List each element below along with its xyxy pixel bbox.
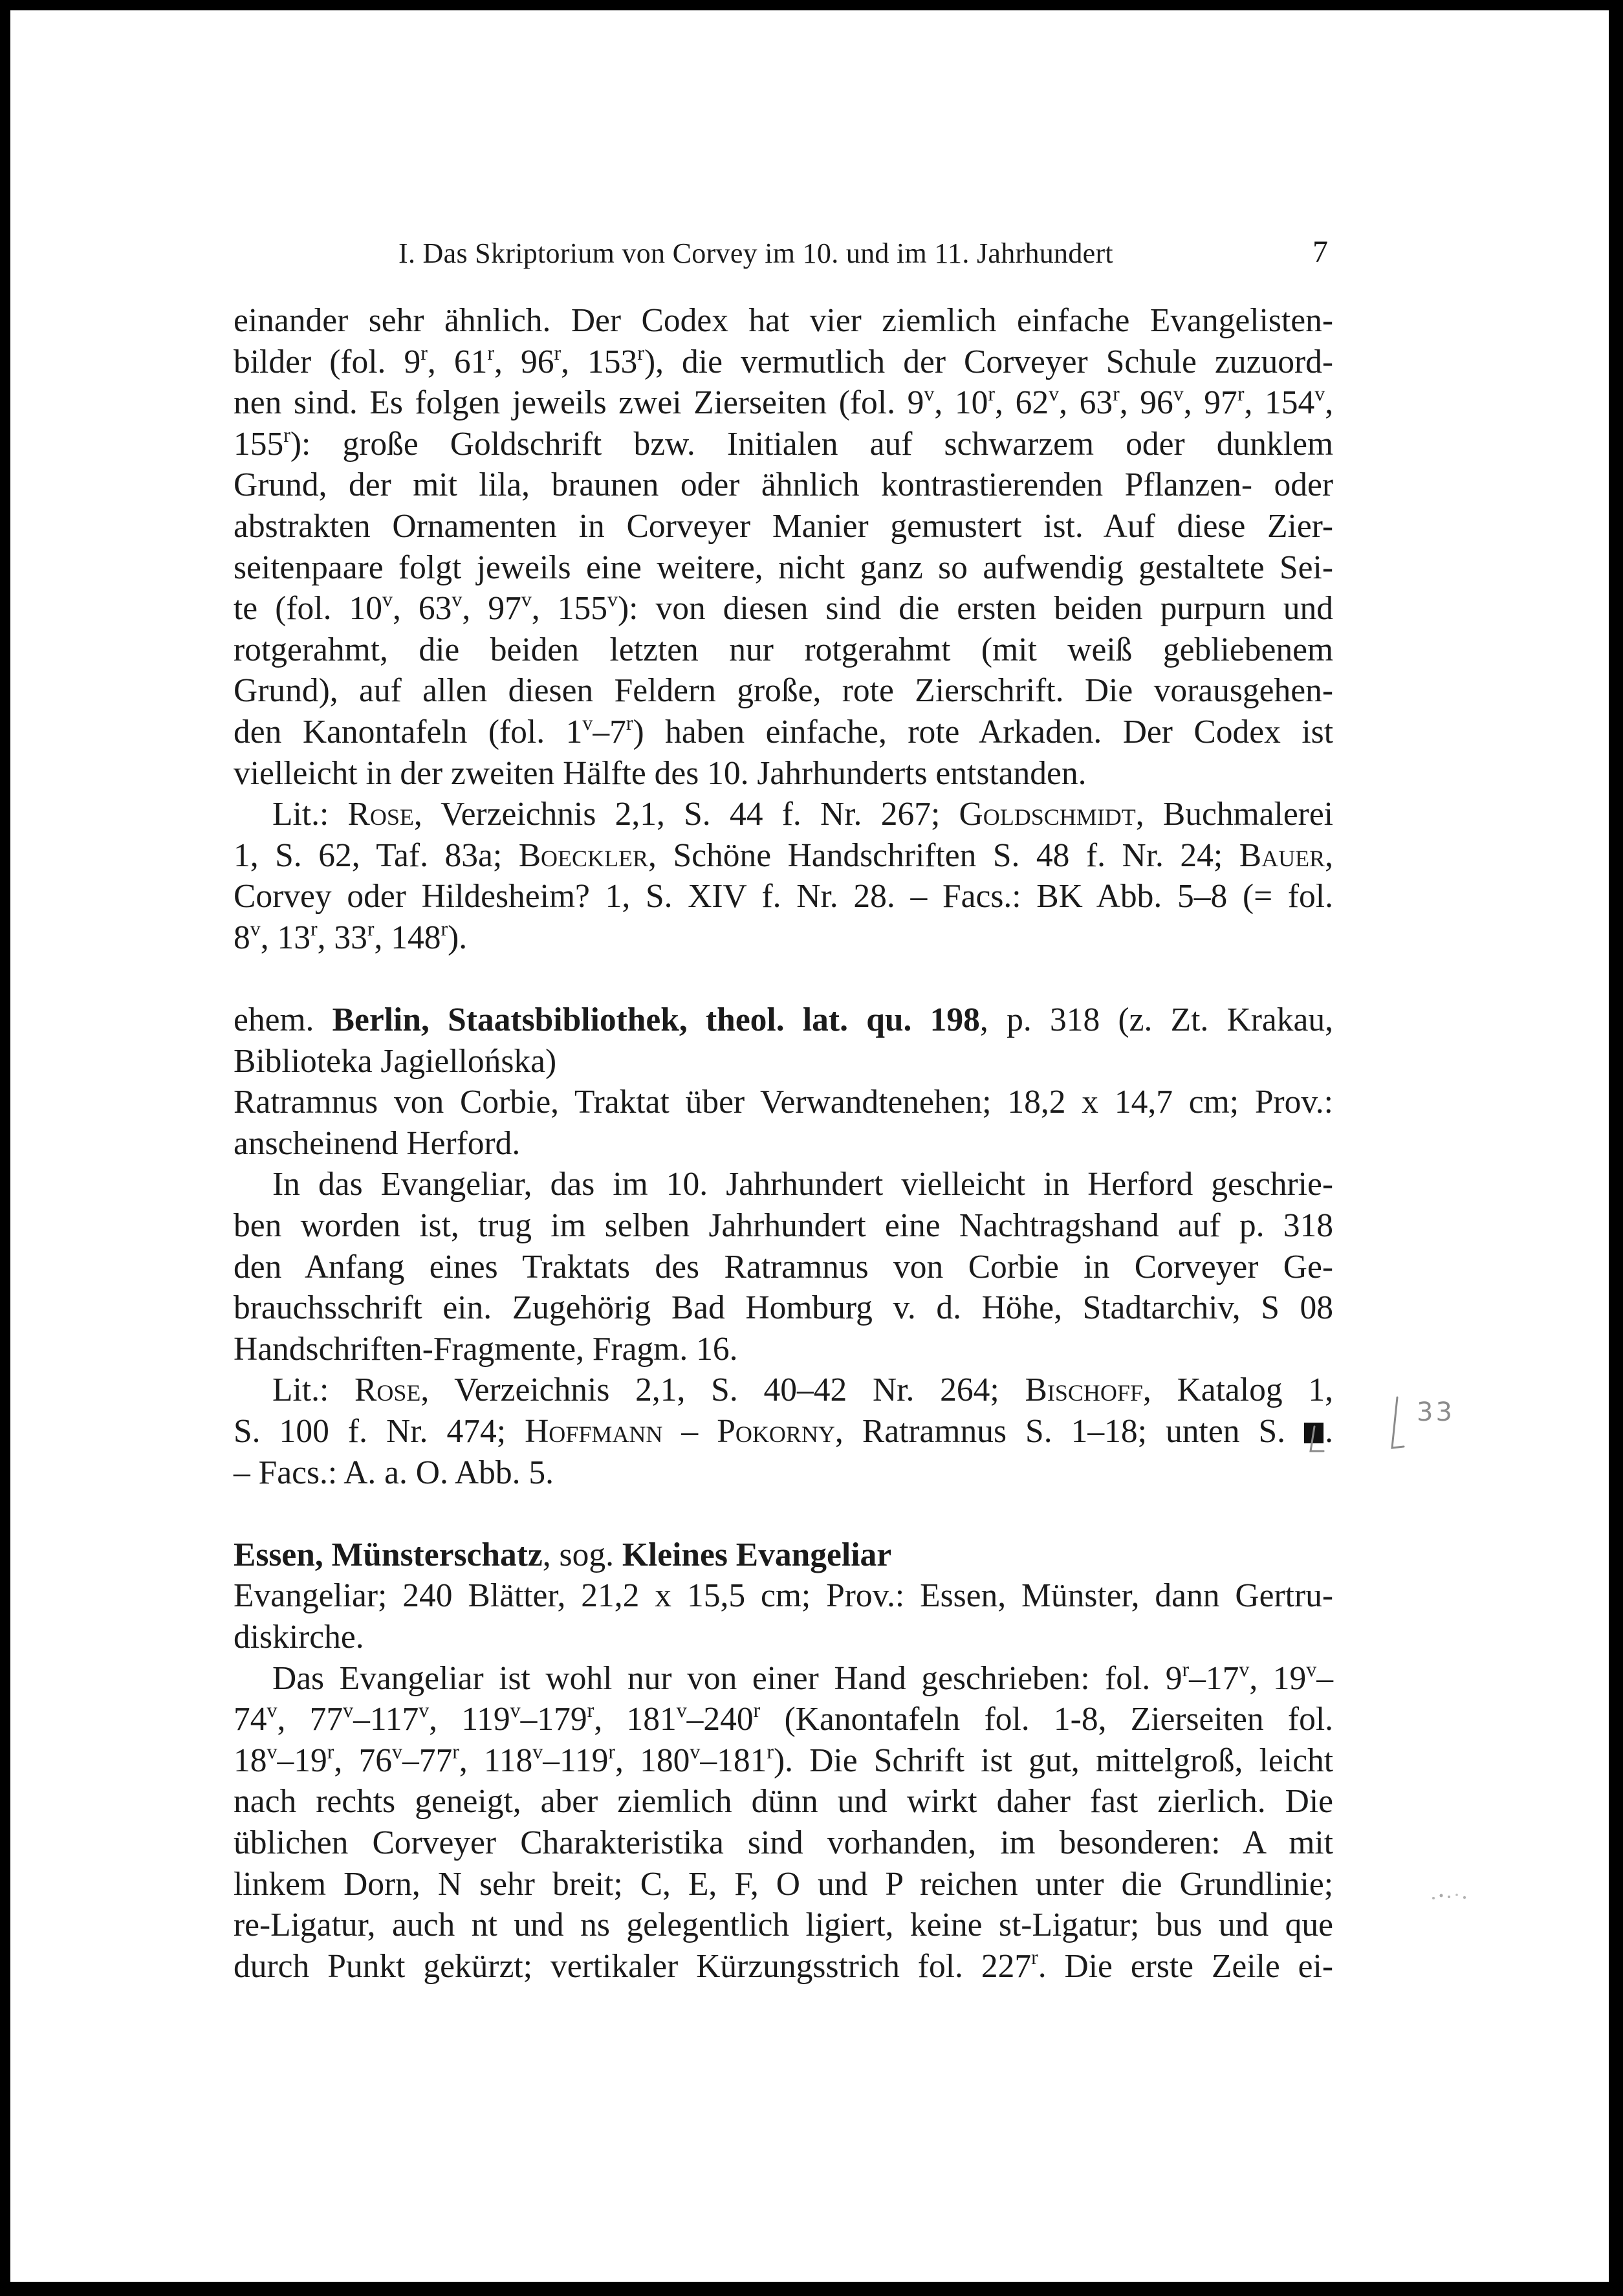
entry-2-literature: – Facs.: A. a. O. Abb. 5. (234, 1454, 554, 1491)
entry-1-literature: 1, S. 62, Taf. 83a; Boeckler, Schöne Handschriften S. 48 f. Nr. 24; Bauer, (234, 836, 1333, 874)
entry-1-line: te (fol. 10$^v$, 63$^v$, 97$^v$, 155$^v$): von diesen sind die ersten beiden purpurn und (234, 588, 1333, 628)
entry-2-description: anscheinend Herford. (234, 1124, 521, 1162)
entry-3-paragraph: 18$^v$–19$^r$, 76$^v$–77$^r$, 118$^v$–119$^r$, 180$^v$–181$^r$). Die Schrift ist gut, mittelgroß, leicht (234, 1740, 1334, 1779)
entry-1-line: 155$^r$): große Goldschrift bzw. Initialen auf schwarzem oder dunklem (234, 424, 1333, 463)
entry-1-line: den Kanontafeln (fol. 1$^v$–7$^r$) haben einfache, rote Arkaden. Der Codex ist (234, 712, 1334, 750)
running-head: I. Das Skriptorium von Corvey im 10. und im 11. Jahrhundert (398, 237, 1113, 269)
entry-3-paragraph: 74$^v$, 77$^v$–117$^v$, 119$^v$–179$^r$, 181$^v$–240$^r$ (Kanontafeln fol. 1-8, Zierseiten fol. (234, 1699, 1334, 1738)
body-text (234, 300, 1333, 1987)
entry-2-paragraph: In das Evangeliar, das im 10. Jahrhundert vielleicht in Herford geschrie- (272, 1166, 1333, 1203)
scan-speck-icon (1427, 1888, 1483, 1906)
entry-2-literature: S. 100 f. Nr. 474; Hoffmann – Pokorny, Ratramnus S. 1–18; unten S. . (234, 1411, 1333, 1452)
entry-2-description: Ratramnus von Corbie, Traktat über Verwandtenehen; 18,2 x 14,7 cm; Prov.: (234, 1084, 1333, 1121)
entry-3-paragraph: re-Ligatur, auch nt und ns gelegentlich ligiert, keine st-Ligatur; bus und que (234, 1907, 1333, 1944)
entry-2-heading: ehem. Berlin, Staatsbibliothek, theol. lat. qu. 198, p. 318 (z. Zt. Krakau, (234, 1001, 1333, 1039)
margin-note: 33 (1417, 1397, 1455, 1427)
entry-1-line: seitenpaare folgt jeweils eine weitere, nicht ganz so aufwendig gestaltete Sei- (234, 549, 1333, 586)
entry-1-line: rotgerahmt, die beiden letzten nur rotgerahmt (mit weiß gebliebenem (234, 631, 1333, 668)
entry-1-line: nen sind. Es folgen jeweils zwei Zierseiten (fol. 9$^v$, 10$^r$, 62$^v$, 63$^r$, 96$^v$, 97$^r$, 154$^v$, (234, 382, 1334, 422)
entry-1-literature: Lit.: Rose, Verzeichnis 2,1, S. 44 f. Nr. 267; Goldschmidt, Buchmalerei (272, 796, 1333, 833)
entry-2-heading: Biblioteka Jagiellońska) (234, 1042, 557, 1080)
entry-1-line: Grund), auf allen diesen Feldern große, rote Zierschrift. Die vorausgehen- (234, 672, 1333, 710)
entry-2-literature: Lit.: Rose, Verzeichnis 2,1, S. 40–42 Nr. 264; Bischoff, Katalog 1, (272, 1372, 1334, 1409)
entry-2-paragraph: ben worden ist, trug im selben Jahrhundert eine Nachtragshand auf p. 318 (234, 1207, 1333, 1245)
entry-1-line: vielleicht in der zweiten Hälfte des 10. Jahrhunderts entstanden. (234, 754, 1087, 792)
page-number: 7 (1313, 235, 1328, 269)
entry-3-description: Evangeliar; 240 Blätter, 21,2 x 15,5 cm; Prov.: Essen, Münster, dann Gertru- (234, 1577, 1333, 1615)
entry-1-literature: 8$^v$, 13$^r$, 33$^r$, 148$^r$). (234, 917, 468, 956)
entry-1-line: einander sehr ähnlich. Der Codex hat vier ziemlich einfache Evangelisten- (234, 302, 1333, 339)
entry-3-description: diskirche. (234, 1619, 364, 1656)
entry-3-heading: Essen, Münsterschatz, sog. Kleines Evangeliar (234, 1536, 892, 1573)
entry-1-line: bilder (fol. 9$^r$, 61$^r$, 96$^r$, 153$^r$), die vermutlich der Corveyer Schule zuzuord- (234, 341, 1333, 380)
pencil-mark-icon (1302, 1425, 1325, 1456)
entry-2-paragraph: brauchsschrift ein. Zugehörig Bad Homburg v. d. Höhe, Stadtarchiv, S 08 (234, 1289, 1333, 1327)
entry-3-paragraph: üblichen Corveyer Charakteristika sind vorhanden, im besonderen: A mit (234, 1824, 1333, 1861)
entry-1-line: Grund, der mit lila, braunen oder ähnlich kontrastierenden Pflanzen- oder (234, 466, 1333, 504)
entry-3-paragraph: Das Evangeliar ist wohl nur von einer Hand geschrieben: fol. 9$^r$–17$^v$, 19$^v$– (272, 1657, 1334, 1697)
entry-3-paragraph: durch Punkt gekürzt; vertikaler Kürzungsstrich fol. 227$^r$. Die erste Zeile ei- (234, 1945, 1334, 1985)
entry-3-paragraph: linkem Dorn, N sehr breit; C, E, F, O und P reichen unter die Grundlinie; (234, 1865, 1333, 1903)
entry-2-paragraph: den Anfang eines Traktats des Ratramnus von Corbie in Corveyer Ge- (234, 1248, 1333, 1285)
entry-2-paragraph: Handschriften-Fragmente, Fragm. 16. (234, 1330, 738, 1368)
entry-1-line: abstrakten Ornamenten in Corveyer Manier gemustert ist. Auf diese Zier- (234, 507, 1333, 545)
entry-3-paragraph: nach rechts geneigt, aber ziemlich dünn und wirkt daher fast zierlich. Die (234, 1783, 1333, 1820)
entry-1-literature: Corvey oder Hildesheim? 1, S. XIV f. Nr. 28. – Facs.: BK Abb. 5–8 (= fol. (234, 878, 1333, 915)
